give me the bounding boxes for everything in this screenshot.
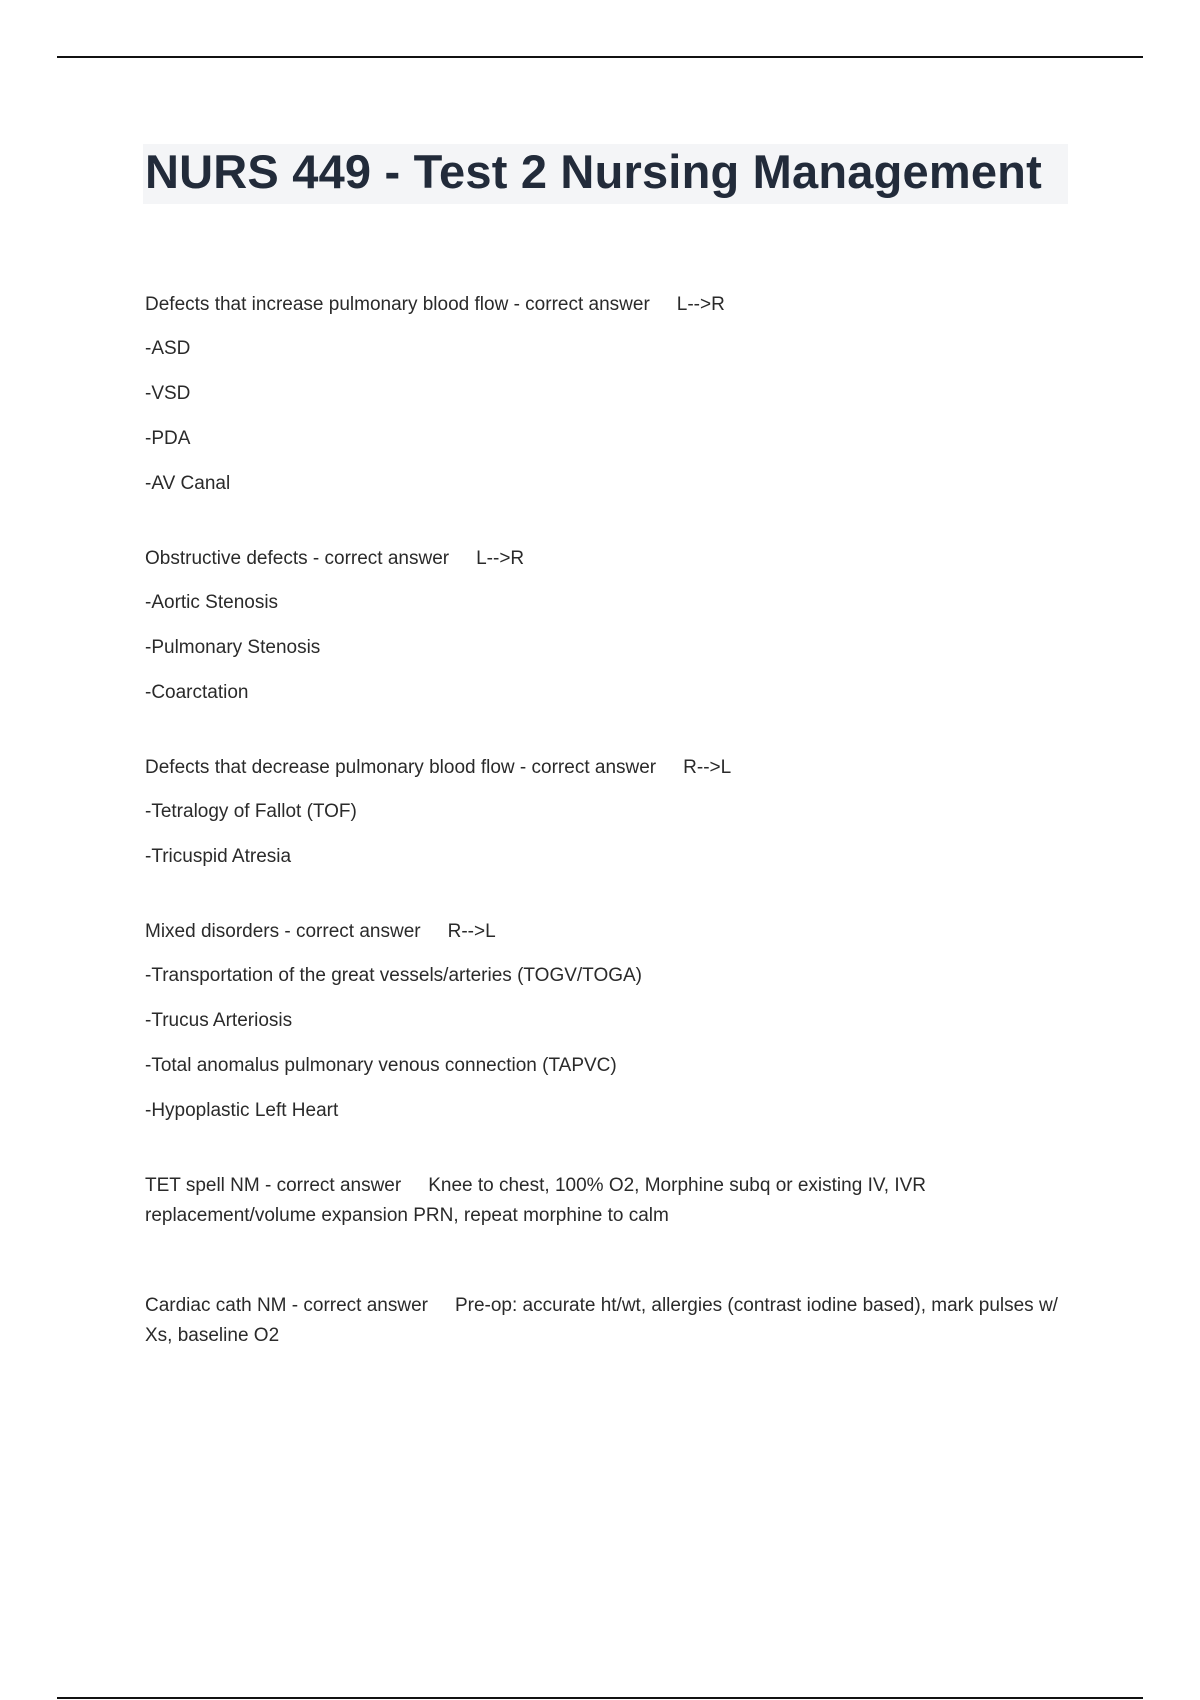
list-item: -Tricuspid Atresia	[145, 846, 292, 867]
list-item: -Aortic Stenosis	[145, 592, 279, 613]
question-row	[145, 1171, 1090, 1231]
document-body	[145, 144, 1090, 1411]
list-item: -Total anomalus pulmonary venous connection (TAPVC)	[145, 1055, 617, 1076]
question-text: Cardiac cath NM - correct answer	[145, 1295, 428, 1316]
list-item: -Pulmonary Stenosis	[145, 637, 321, 658]
qa-section	[145, 290, 1090, 499]
list-item: -PDA	[145, 428, 191, 449]
list-item: -AV Canal	[145, 473, 231, 494]
qa-section	[145, 1291, 1090, 1351]
question-row	[145, 544, 1090, 574]
question-text: Defects that increase pulmonary blood flow - correct answer	[145, 294, 650, 315]
question-row	[145, 917, 1090, 947]
list-item: -VSD	[145, 383, 191, 404]
question-text: Mixed disorders - correct answer	[145, 921, 421, 942]
qa-section	[145, 544, 1090, 708]
list-item: -Transportation of the great vessels/arteries (TOGV/TOGA)	[145, 965, 642, 986]
question-row	[145, 1291, 1090, 1351]
top-rule	[57, 56, 1143, 58]
list-item: -Trucus Arteriosis	[145, 1010, 293, 1031]
qa-section	[145, 917, 1090, 1126]
list-item: -Hypoplastic Left Heart	[145, 1100, 339, 1121]
answer-text: R-->L	[683, 757, 732, 778]
qa-sections	[145, 290, 1090, 1351]
question-row	[145, 290, 1090, 320]
answer-text: Pre-op: accurate ht/wt, allergies (contrast iodine based), mark pulses w/ Xs, baseline O2	[145, 1295, 1058, 1346]
question-row	[145, 753, 1090, 783]
answer-text: L-->R	[676, 294, 725, 315]
question-text: TET spell NM - correct answer	[145, 1175, 402, 1196]
answer-text: L-->R	[476, 548, 525, 569]
bottom-rule	[57, 1697, 1143, 1699]
list-item: -Coarctation	[145, 682, 249, 703]
qa-section	[145, 1171, 1090, 1231]
answer-text: R-->L	[447, 921, 496, 942]
list-item: -ASD	[145, 338, 191, 359]
list-item: -Tetralogy of Fallot (TOF)	[145, 801, 357, 822]
question-text: Obstructive defects - correct answer	[145, 548, 450, 569]
qa-section	[145, 753, 1090, 872]
answer-text: Knee to chest, 100% O2, Morphine subq or existing IV, IVR replacement/volume expansion PRN, repeat morphine to calm	[145, 1175, 927, 1226]
document-title: NURS 449 - Test 2 Nursing Management	[143, 144, 1068, 204]
question-text: Defects that decrease pulmonary blood flow - correct answer	[145, 757, 657, 778]
